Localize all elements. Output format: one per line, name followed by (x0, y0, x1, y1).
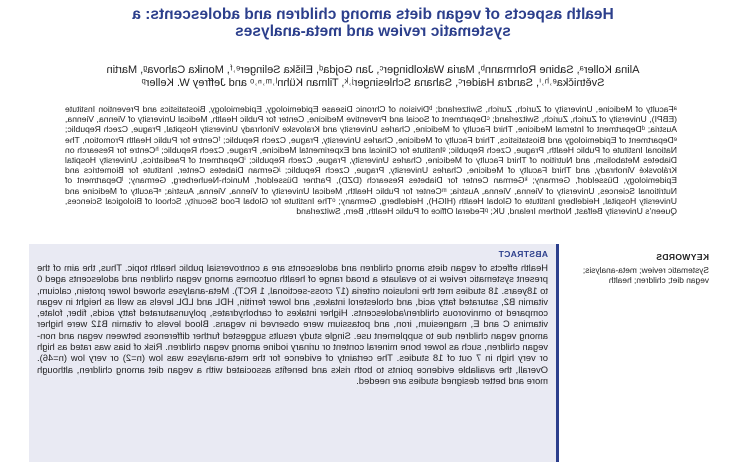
article-title: Health aspects of vegan diets among children and adolescents: a systematic review and meta-analyses (132, 6, 614, 40)
keywords-heading: KEYWORDS (655, 252, 709, 262)
keywords-list: Systematic review; meta-analysis; vegan diet; children; health (582, 265, 709, 285)
abstract-heading: ABSTRACT (498, 249, 548, 259)
keywords-section (571, 252, 709, 285)
author-list: Alina Kollerᵃ, Sabine Rohrmannᵇ, Maria Wakolbingerᶜ, Jan Gojdaᵈ, Eliška Selingerᵉ˒ᶠ, Monika Cahovaᵍ, Martin Světničkaᵉ˒ʰ˒ⁱ, Sandra Haiderᶜ, Sahana Schlesingerʲ˒ᵏ, Tilman Kühnˡ˒ᵐ˒ⁿ˒ᵒ and Jeffrey W. Kellerᵖ (106, 64, 640, 89)
affiliations: ᵃFaculty of Medicine, University of Zurich, Zurich, Switzerland; ᵇDivision of Chronic Disease Epidemiology, Epidemiology, Biostatistics and Prevention Institute (EBPI), University of Zurich, Zurich, Switzerland; ᶜDepartment of Social and Preventive Medicine, Center for Public Health, Medical University of Vienna, Vienna, Austria; ᵈDepartment of Internal Medicine, Third Faculty of Medicine, Charles University and Kralovske Vinohrady University Hospital, Prague, Czech Republic; ᵉDepartment of Epidemiology and Biostatistics, Third Faculty of Medicine, Charles University, Prague, Czech Republic; ᶠCentre for Public Health Promotion, The National Institute of Public Health, Prague, Czech Republic; ᵍInstitute for Clinical and Experimental Medicine, Prague, Czech Republic; ʰCentre for Research on Diabetes Metabolism, and Nutrition of Third Faculty of Medicine, Charles University, Prague, Czech Republic; ⁱDepartment of Paediatrics, University Hospital Královské Vinohrady, and Third Faculty of Medicine, Charles University, Prague, Czech Republic; ʲGerman Diabetes Center, Institute for Biometrics and Epidemiology, Düsseldorf, Germany; ᵏGerman Center for Diabetes Research (DZD), Partner Düsseldorf, Munich-Neuherberg, Germany; ˡDepartment of Nutritional Sciences, University of Vienna, Vienna, Austria; ᵐCenter for Public Health, Medical University of Vienna, Vienna, Austria; ⁿFaculty of Medicine and University Hospital, Heidelberg Institute of Global Health (HIGH), Heidelberg, Germany; ᵒThe Institute for Global Food Security, School of Biological Sciences, Queen's University Belfast, Northern Ireland, UK; ᵖFederal Office of Public Health, Bern, Switzerland (65, 104, 677, 217)
abstract-text: Health effects of vegan diets among children and adolescents are a controversial public health topic. Thus, the aim of the present systematic review is to evaluate a broad range of health outcomes among vegan children and adolescents aged 0 to 18years. 18 studies met the inclusion criteria (17 cross-sectional, 1 RCT). Meta-analyses showed lower protein, calcium, vitamin B2, saturated fatty acid, and cholesterol intakes, and lower ferritin, HDL and LDL levels as well as height in vegan compared to omnivorous children/adolescents. Higher intakes of carbohydrates, polyunsaturated fatty acids, fiber, folate, vitamins C and E, magnesium, iron, and potassium were observed in vegans. Blood levels of vitamin B12 were higher among vegan children due to supplement use. Single study results suggested further differences between vegan and non-vegan children, such as lower bone mineral content or urinary iodine among vegan children. Risk of bias was rated as high or very high in 7 out of 18 studies. The certainty of evidence for the meta-analyses was low (n=2) or very low (n=46). Overall, the available evidence points to both risks and benefits associated with a vegan diet among children, although more and better designed studies are needed. (37, 262, 548, 386)
abstract-box (29, 244, 559, 462)
